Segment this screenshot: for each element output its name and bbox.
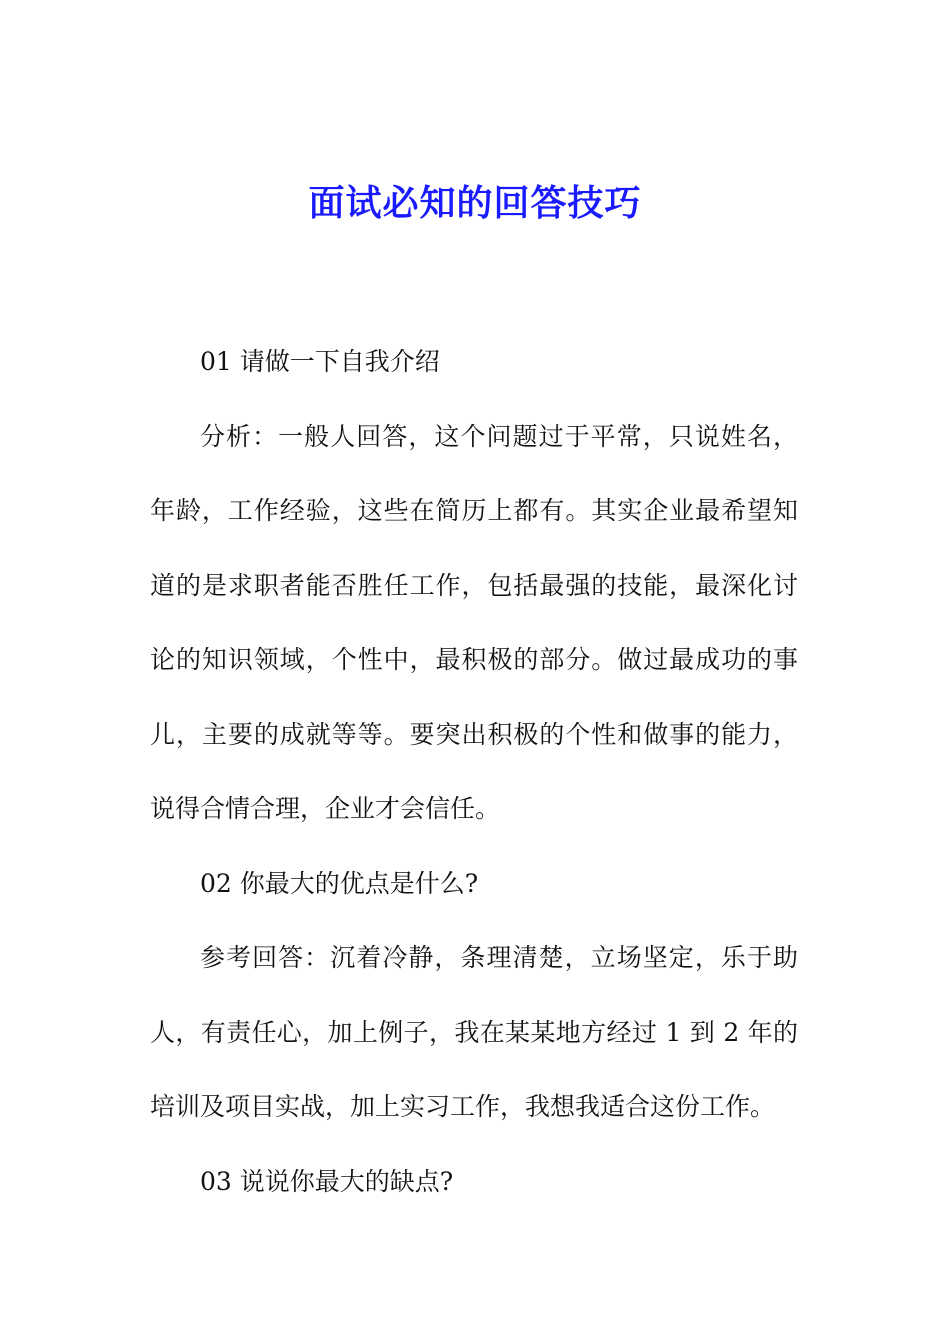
question-heading-1: 01 请做一下自我介绍 xyxy=(200,347,440,376)
question-heading-3: 03 说说你最大的缺点? xyxy=(200,1166,454,1196)
question-heading-2: 02 你最大的优点是什么? xyxy=(200,868,479,898)
document-body xyxy=(150,325,798,1219)
page-title: 面试必知的回答技巧 xyxy=(308,183,642,224)
analysis-paragraph-1: 分析：一般人回答，这个问题过于平常，只说姓名，年龄，工作经验，这些在简历上都有。其实企业最希望知道的是求职者能否胜任工作，包括最强的技能，最深化讨论的知识领域，个性中，最积极的部分。做过最成功的事儿，主要的成就等等。要突出积极的个性和做事的能力，说得合情合理，企业才会信任。 xyxy=(150,421,798,823)
answer-paragraph-2: 参考回答：沉着冷静，条理清楚，立场坚定，乐于助人，有责任心，加上例子，我在某某地方经过 1 到 2 年的培训及项目实战，加上实习工作，我想我适合这份工作。 xyxy=(150,943,798,1121)
